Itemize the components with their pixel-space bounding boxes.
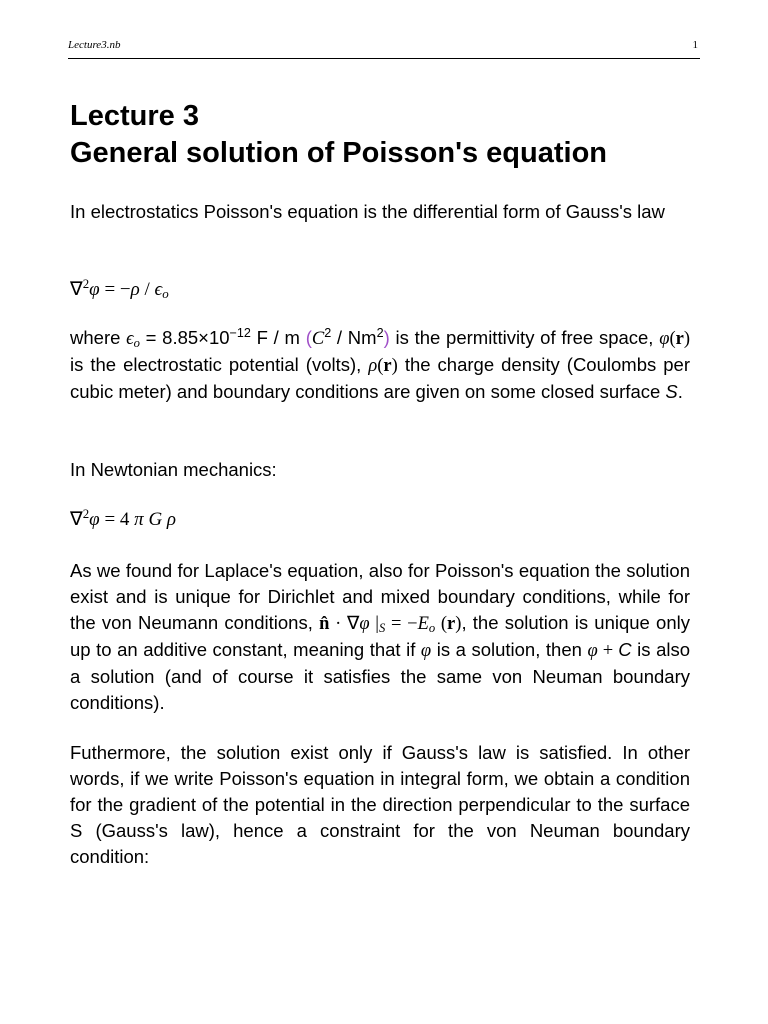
plus-sign: +: [597, 641, 619, 661]
gauss-paragraph: Futhermore, the solution exist only if Gauss's law is satisfied. In other words, if we write Poisson's equation in integral form, we obtain a condition for the gradient of the potential in the direction perpendicular to the surface S (Gauss's law), hence a constraint for the von Neuman boundary condition:: [70, 742, 690, 867]
unit-close-paren: ): [383, 327, 390, 348]
eq-equals: = −: [99, 279, 131, 300]
page-header: [68, 36, 700, 59]
field-e-sub: o: [428, 621, 436, 636]
rho-open-paren: (: [377, 356, 384, 376]
newton-g: G: [143, 509, 167, 530]
phi-symbol: φ: [659, 329, 670, 349]
newton-nabla-exp: 2: [82, 505, 90, 521]
newton-pi: π: [134, 509, 144, 530]
surface-s: S: [665, 381, 678, 402]
rho-symbol: ρ: [368, 356, 378, 376]
newtonian-heading: In Newtonian mechanics:: [70, 459, 277, 480]
header-page-number: 1: [692, 39, 698, 51]
field-e: E: [417, 614, 429, 634]
laplace-text-2: , the solution is unique only up to an additive constant, meaning that if: [70, 612, 690, 660]
grad-phi: φ: [359, 614, 370, 634]
constant-c: C: [618, 639, 632, 660]
unit-c-exp: 2: [324, 326, 332, 341]
where-word: where: [70, 327, 127, 348]
eq-nabla-exp: 2: [82, 275, 90, 291]
newton-rho: ρ: [166, 509, 177, 530]
phi-close-paren: ): [683, 329, 690, 349]
newton-equation: [70, 507, 176, 533]
laplace-text-1: As we found for Laplace's equation, also for Poisson's equation the solution exist and is unique for Dirichlet and mixed boundary conditions, while for the von Neumann conditions,: [70, 560, 690, 633]
title-line-1: Lecture 3: [70, 100, 199, 132]
rho-r: r: [383, 356, 392, 376]
laplace-text-4: is also a solution (and of course it satisfies the same von Neuman boundary conditions).: [70, 639, 691, 713]
unit-open-paren: (: [305, 327, 312, 348]
phi-r: r: [675, 329, 684, 349]
eq-slash: /: [139, 279, 155, 300]
eval-s: S: [378, 621, 386, 636]
epsilon-sub: o: [133, 336, 140, 351]
permittivity-unit: F / m: [250, 327, 306, 348]
title-line-2: General solution of Poisson's equation: [70, 137, 608, 169]
eq-epsilon-sub: o: [162, 286, 169, 302]
permittivity-text-3: the charge density (Coulombs per cubic meter) and boundary conditions are given on some closed surface: [70, 354, 690, 402]
intro-paragraph: In electrostatics Poisson's equation is the differential form of Gauss's law: [70, 201, 665, 222]
eq-rho: ρ: [130, 279, 140, 300]
phi-open-paren: (: [669, 329, 676, 349]
permittivity-text-2: is the electrostatic potential (volts),: [70, 354, 369, 375]
newton-phi: φ: [89, 509, 100, 530]
equals-sign: =: [139, 327, 163, 348]
permittivity-value: 8.85×10: [162, 327, 230, 348]
eq-epsilon: ϵ: [154, 279, 163, 300]
laplace-text-3: is a solution, then: [431, 639, 588, 660]
field-open-paren: (: [435, 614, 448, 634]
phi-inline: φ: [420, 641, 432, 661]
field-r: r: [447, 614, 456, 634]
header-filename: Lecture3.nb: [68, 39, 121, 51]
newton-nabla: ∇: [70, 509, 83, 530]
eval-bar: |: [369, 614, 379, 634]
grad-dot: · ∇: [329, 614, 360, 634]
unit-c: C: [311, 329, 325, 349]
eq-nabla: ∇: [70, 279, 83, 300]
permittivity-exponent: −12: [229, 326, 251, 341]
permittivity-text-4: .: [677, 381, 683, 402]
poisson-equation: [70, 277, 169, 303]
eq-phi: φ: [89, 279, 100, 300]
unit-nm: / Nm: [331, 327, 377, 348]
rho-close-paren: ): [391, 356, 398, 376]
permittivity-text-1: is the permittivity of free space,: [389, 327, 660, 348]
laplace-paragraph: [70, 558, 690, 716]
permittivity-paragraph: [70, 325, 690, 405]
neg-equals: = −: [385, 614, 418, 634]
newton-equals: = 4: [99, 509, 135, 530]
epsilon-symbol: ϵ: [126, 329, 134, 349]
phi-plus-c-phi: φ: [587, 641, 598, 661]
unit-nm-exp: 2: [376, 326, 384, 341]
lecture-title: [70, 98, 607, 172]
normal-n: n̂: [319, 614, 330, 634]
field-close-paren: ): [455, 614, 462, 634]
